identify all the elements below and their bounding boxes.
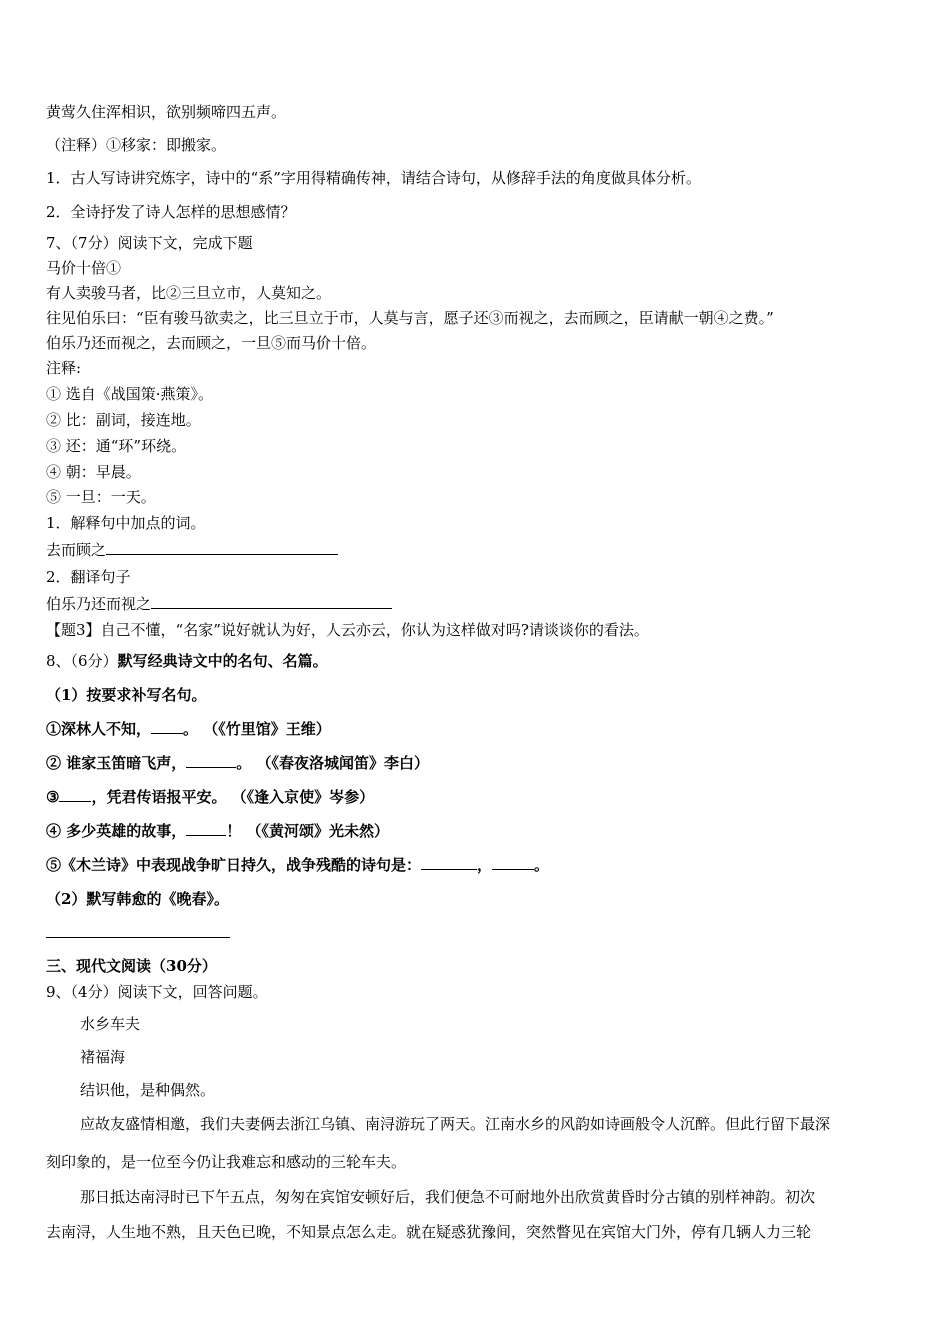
question-1: 1．古人写诗讲究炼字，诗中的“系”字用得精确传神，请结合诗句，从修辞手法的角度做具体分析。 <box>46 169 701 187</box>
answer-blank[interactable] <box>151 594 392 609</box>
article-author: 褚福海 <box>80 1048 126 1066</box>
q8-item-b <box>46 753 429 773</box>
text: ①深林人不知， <box>46 720 152 738</box>
text: ② 谁家玉笛暗飞声， <box>46 754 187 772</box>
text: ！ （《黄河颂》光未然） <box>226 822 389 840</box>
annotation: （注释）①移家：即搬家。 <box>46 136 227 154</box>
section-heading: 三、现代文阅读（30分） <box>46 957 217 975</box>
answer-blank[interactable] <box>151 719 183 734</box>
q7-para-2: 往见伯乐曰：“臣有骏马欲卖之，比三旦立于市，人莫与言，愿子还③而视之，去而顾之，臣请献一朝④之费。” <box>46 309 774 327</box>
text: 。 （《春夜洛城闻笛》李白） <box>236 754 429 772</box>
article-para-2-line-1: 应故友盛情相邀，我们夫妻俩去浙江乌镇、南浔游玩了两天。江南水乡的风韵如诗画般令人沉醉。但此行留下最深 <box>80 1115 831 1133</box>
answer-blank[interactable] <box>421 855 477 870</box>
q9-heading: 9、（4分）阅读下文，回答问题。 <box>46 983 268 1001</box>
answer-blank[interactable] <box>492 855 534 870</box>
question-2: 2．全诗抒发了诗人怎样的思想感情？ <box>46 203 296 221</box>
article-para-2-line-2: 刻印象的，是一位至今仍让我难忘和感动的三轮车夫。 <box>46 1153 407 1171</box>
sub-question-1-answer <box>46 540 338 560</box>
article-title: 水乡车夫 <box>80 1015 141 1033</box>
text: ， <box>477 856 493 874</box>
note-1: ① 选自《战国策·燕策》。 <box>46 385 214 403</box>
note-3: ③ 还：通“环”环绕。 <box>46 437 187 455</box>
answer-blank[interactable] <box>59 787 91 802</box>
q7-title: 马价十倍① <box>46 259 122 277</box>
text: ⑤《木兰诗》中表现战争旷日持久，战争残酷的诗句是： <box>46 856 422 874</box>
note-4: ④ 朝：早晨。 <box>46 463 141 481</box>
phrase: 去而顾之 <box>46 541 107 559</box>
text: ，凭君传语报平安。 （《逢入京使》岑参） <box>91 788 375 806</box>
text: ③ <box>46 788 60 806</box>
sub-question-2-answer <box>46 594 392 614</box>
article-para-1: 结识他，是种偶然。 <box>80 1081 216 1099</box>
sub-question-1: 1．解释句中加点的词。 <box>46 514 206 532</box>
q8-item-e <box>46 855 549 875</box>
article-para-3-line-1: 那日抵达南浔时已下午五点，匆匆在宾馆安顿好后，我们便急不可耐地外出欣赏黄昏时分古镇的别样神韵。初次 <box>80 1188 816 1206</box>
q8-number: 8、（6分） <box>46 652 118 670</box>
text: 。 （《竹里馆》王维） <box>183 720 331 738</box>
note-2: ② 比：副词，接连地。 <box>46 411 201 429</box>
q8-heading <box>46 651 328 671</box>
q8-part-1: （1）按要求补写名句。 <box>46 686 207 704</box>
q7-heading: 7、（7分）阅读下文，完成下题 <box>46 234 253 252</box>
poem-line: 黄莺久住浑相识，欲别频啼四五声。 <box>46 103 287 121</box>
answer-line[interactable] <box>46 937 230 938</box>
q8-item-c <box>46 787 374 807</box>
q8-title: 默写经典诗文中的名句、名篇。 <box>117 652 328 670</box>
sub-question-3: 【题3】自己不懂，“名家”说好就认为好，人云亦云，你认为这样做对吗?请谈谈你的看法。 <box>46 621 649 639</box>
q8-part-2: （2）默写韩愈的《晚春》。 <box>46 890 229 908</box>
answer-blank[interactable] <box>186 753 236 768</box>
text: ④ 多少英雄的故事， <box>46 822 187 840</box>
article-para-3-line-2: 去南浔，人生地不熟，且天色已晚，不知景点怎么走。就在疑惑犹豫间，突然瞥见在宾馆大门外，停有几辆人力三轮 <box>46 1223 812 1241</box>
answer-blank[interactable] <box>106 540 338 555</box>
q8-item-a <box>46 719 331 739</box>
answer-blank[interactable] <box>186 821 226 836</box>
q8-item-d <box>46 821 389 841</box>
q7-para-3: 伯乐乃还而视之，去而顾之，一旦⑤而马价十倍。 <box>46 334 377 352</box>
note-5: ⑤ 一旦：一天。 <box>46 488 156 506</box>
q7-para-1: 有人卖骏马者，比②三旦立市，人莫知之。 <box>46 284 332 302</box>
text: 。 <box>534 856 550 874</box>
sub-question-2: 2．翻译句子 <box>46 568 131 586</box>
phrase: 伯乐乃还而视之 <box>46 595 152 613</box>
notes-label: 注释: <box>46 359 82 377</box>
